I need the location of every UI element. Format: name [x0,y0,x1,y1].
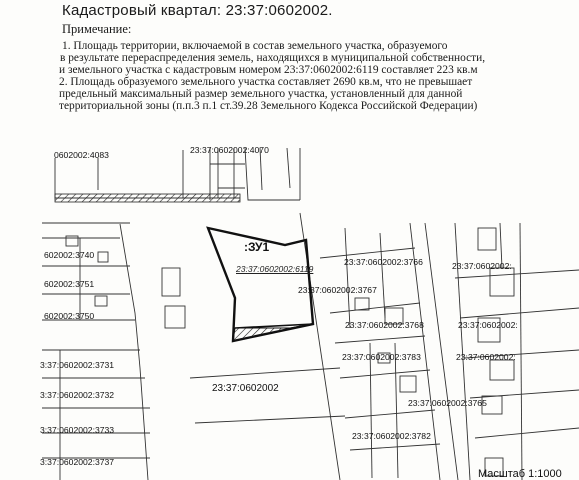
new-parcel-label: :ЗУ1 [244,240,270,254]
parcel-label-3767: 23:37:0602002:3767 [298,285,377,295]
parent-parcel-label: 23:37:0602002:6119 [236,264,314,274]
note-line-5: предельный максимальный размер земельного участка, установленный для данной [59,88,463,100]
parcel-label-right-3: 23:37:0602002: [456,352,516,362]
parcel-label-3740: 602002:3740 [44,250,95,260]
scale-label: Масштаб 1:1000 [478,468,562,480]
parcel-label-3766: 23:37:0602002:3766 [344,257,423,267]
parcel-label-3751: 602002:3751 [44,279,95,289]
note-line-1: 1. Площадь территории, включаемой в состав земельного участка, образуемого [62,40,448,52]
parcel-label-3768: 23:37:0602002:3768 [345,320,424,330]
parcel-label-3737: 3:37:0602002:3737 [40,457,115,467]
parcel-label-right-2: 23:37:0602002: [458,320,518,330]
parcel-label-3731: 3:37:0602002:3731 [40,360,115,370]
note-line-3: и земельного участка с кадастровым номером 23:37:0602002:6119 составляет 223 кв.м [59,64,478,76]
parcel-label-3783: 23:37:0602002:3783 [342,352,421,362]
hatched-boundary-strip [55,194,240,202]
parcel-label-3782: 23:37:0602002:3782 [352,431,431,441]
parcel-label-right-1: 23:37:0602002: [452,261,512,271]
map-header [0,0,579,140]
parcel-label-4070: 23:37:0602002:4070 [190,145,269,155]
parcel-label-3732: 3:37:0602002:3732 [40,390,115,400]
note-line-2: в результате перераспределения земель, находящихся в муниципальной собственности, [60,52,486,64]
cadastral-map [0,128,579,480]
parcel-label-4083: 0602002:4083 [54,150,109,160]
parcel-label-3733: 3:37:0602002:3733 [40,425,115,435]
quarter-label: 23:37:0602002 [212,383,279,394]
note-line-6: территориальной зоны (п.п.3 п.1 ст.39.28 Земельного Кодекса Российской Федерации) [59,100,478,112]
parcel-label-3750: 602002:3750 [44,311,95,321]
cadastral-quarter-title: Кадастровый квартал: 23:37:0602002. [62,2,333,19]
note-line-4: 2. Площадь образуемого земельного участка составляет 2690 кв.м, что не превышает [59,76,473,88]
note-title: Примечание: [62,22,132,36]
parcel-label-3765: 23:37:0602002:3765 [408,398,487,408]
